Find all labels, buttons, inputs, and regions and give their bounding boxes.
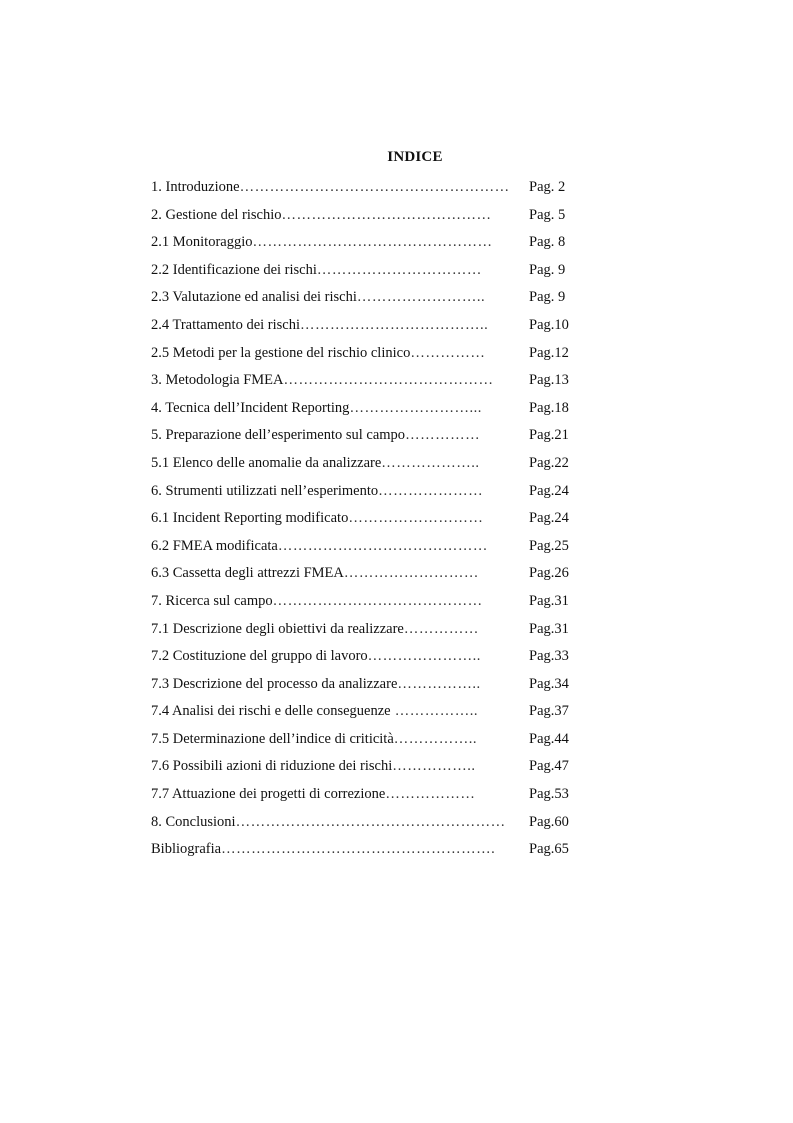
toc-leader-dots: …………………………………………	[252, 234, 493, 251]
toc-leader-dots: ………………………	[348, 510, 484, 527]
toc-page-number: Pag.18	[529, 399, 569, 416]
toc-entry-label: 6. Strumenti utilizzati nell’esperimento	[151, 482, 379, 499]
toc-entry	[151, 478, 581, 506]
index-title: INDICE	[387, 149, 443, 165]
table-of-contents	[151, 174, 581, 864]
toc-entry-label: 6.1 Incident Reporting modificato	[151, 510, 349, 527]
toc-entry-label: 7.1 Descrizione degli obiettivi da realizzare	[151, 620, 404, 637]
toc-entry	[151, 616, 581, 644]
toc-entry	[151, 753, 581, 781]
toc-entry	[151, 726, 581, 754]
toc-entry-label: 3. Metodologia FMEA	[151, 372, 284, 389]
toc-entry-label: 7.6 Possibili azioni di riduzione dei rischi	[151, 758, 393, 775]
toc-entry	[151, 505, 581, 533]
toc-page-number: Pag.25	[529, 537, 569, 554]
toc-entry-label: 4. Tecnica dell’Incident Reporting	[151, 399, 350, 416]
toc-page-number: Pag.24	[529, 510, 569, 527]
toc-page-number: Pag.21	[529, 427, 569, 444]
toc-leader-dots: ………………………………………………	[239, 179, 510, 195]
toc-page-number: Pag.31	[529, 592, 569, 609]
toc-entry-label: 2.4 Trattamento dei rischi	[151, 316, 301, 333]
toc-entry-label: 2.5 Metodi per la gestione del rischio clinico	[151, 344, 411, 361]
toc-leader-dots: ……………………..	[356, 289, 486, 306]
toc-entry-label: 8. Conclusioni	[151, 813, 236, 830]
toc-leader-dots: ……………..	[390, 703, 478, 720]
toc-entry-label: 2.1 Monitoraggio	[151, 234, 253, 251]
toc-entry	[151, 836, 581, 864]
toc-leader-dots: ……………..	[392, 758, 476, 775]
toc-entry	[151, 588, 581, 616]
toc-leader-dots: …………………..	[367, 648, 481, 665]
toc-leader-dots: ………………………………………………	[235, 813, 506, 830]
toc-leader-dots: ……………..	[393, 730, 478, 747]
toc-entry-label: 6.3 Cassetta degli attrezzi FMEA	[151, 565, 344, 582]
toc-entry	[151, 560, 581, 588]
toc-page-number: Pag.53	[529, 786, 569, 803]
toc-leader-dots: ……………………………………	[277, 537, 488, 554]
toc-leader-dots: ……………………………………	[272, 592, 483, 609]
toc-entry-label: 2.3 Valutazione ed analisi dei rischi	[151, 289, 357, 306]
toc-entry	[151, 312, 581, 340]
toc-entry	[151, 671, 581, 699]
toc-entry	[151, 781, 581, 809]
toc-page-number: Pag.60	[529, 813, 569, 830]
toc-page-number: Pag.22	[529, 454, 569, 471]
toc-page-number: Pag.37	[529, 703, 569, 720]
toc-leader-dots: ……………………………………	[281, 206, 492, 223]
toc-entry	[151, 395, 581, 423]
toc-page-number: Pag.26	[529, 565, 569, 582]
toc-entry	[151, 340, 581, 368]
toc-page-number: Pag.34	[529, 675, 569, 692]
toc-leader-dots: ……………………………………………….	[221, 841, 496, 858]
toc-entry-label: 7.7 Attuazione dei progetti di correzione	[151, 786, 386, 803]
toc-entry-label: 7.5 Determinazione dell’indice di criticità	[151, 730, 394, 747]
toc-entry-label: 6.2 FMEA modificata	[151, 537, 278, 554]
toc-entry	[151, 367, 581, 395]
toc-page-number: Pag. 8	[529, 234, 566, 251]
toc-entry	[151, 809, 581, 837]
toc-page-number: Pag.24	[529, 482, 569, 499]
toc-page-number: Pag. 9	[529, 261, 566, 278]
toc-entry-label: 5.1 Elenco delle anomalie da analizzare	[151, 454, 382, 471]
toc-page-number: Pag.13	[529, 372, 569, 389]
toc-entry	[151, 284, 581, 312]
toc-leader-dots: ……………	[405, 427, 481, 444]
toc-entry-label: 7.3 Descrizione del processo da analizzare	[151, 675, 398, 692]
toc-entry	[151, 174, 581, 202]
toc-page-number: Pag.44	[529, 730, 569, 747]
toc-entry-label: Bibliografia	[151, 841, 222, 858]
toc-page-number: Pag.65	[529, 841, 569, 858]
toc-leader-dots: ……………	[403, 620, 479, 637]
toc-entry	[151, 533, 581, 561]
toc-entry-label: 2. Gestione del rischio	[151, 206, 282, 223]
toc-leader-dots: ……………………………	[316, 261, 482, 278]
toc-entry	[151, 698, 581, 726]
toc-page-number: Pag. 2	[529, 179, 566, 195]
toc-page-number: Pag.33	[529, 648, 569, 665]
toc-leader-dots: ………………………	[343, 565, 479, 582]
toc-leader-dots: …………………	[378, 482, 484, 499]
toc-leader-dots: ……………..	[397, 675, 481, 692]
toc-entry-label: 7.2 Costituzione del gruppo di lavoro	[151, 648, 368, 665]
toc-leader-dots: ……………………………………	[283, 372, 494, 389]
toc-entry	[151, 643, 581, 671]
toc-entry	[151, 257, 581, 285]
toc-entry	[151, 450, 581, 478]
toc-entry	[151, 422, 581, 450]
toc-leader-dots: ……………	[410, 344, 486, 361]
toc-entry	[151, 229, 581, 257]
toc-entry-label: 7. Ricerca sul campo	[151, 592, 273, 609]
toc-leader-dots: ………………..	[381, 454, 480, 471]
toc-entry-label: 5. Preparazione dell’esperimento sul campo	[151, 427, 406, 444]
toc-entry-label: 7.4 Analisi dei rischi e delle conseguenze	[151, 703, 391, 720]
toc-entry-label: 2.2 Identificazione dei rischi	[151, 261, 317, 278]
toc-leader-dots: ……………………...	[349, 399, 482, 416]
toc-page-number: Pag.12	[529, 344, 569, 361]
toc-page-number: Pag.31	[529, 620, 569, 637]
toc-page-number: Pag. 5	[529, 206, 566, 223]
toc-leader-dots: ………………………………..	[300, 316, 489, 333]
toc-page-number: Pag. 9	[529, 289, 566, 306]
toc-page-number: Pag.47	[529, 758, 569, 775]
toc-page-number: Pag.10	[529, 316, 569, 333]
toc-leader-dots: ………………	[385, 786, 476, 803]
toc-entry	[151, 202, 581, 230]
toc-entry-label: 1. Introduzione	[151, 179, 240, 195]
